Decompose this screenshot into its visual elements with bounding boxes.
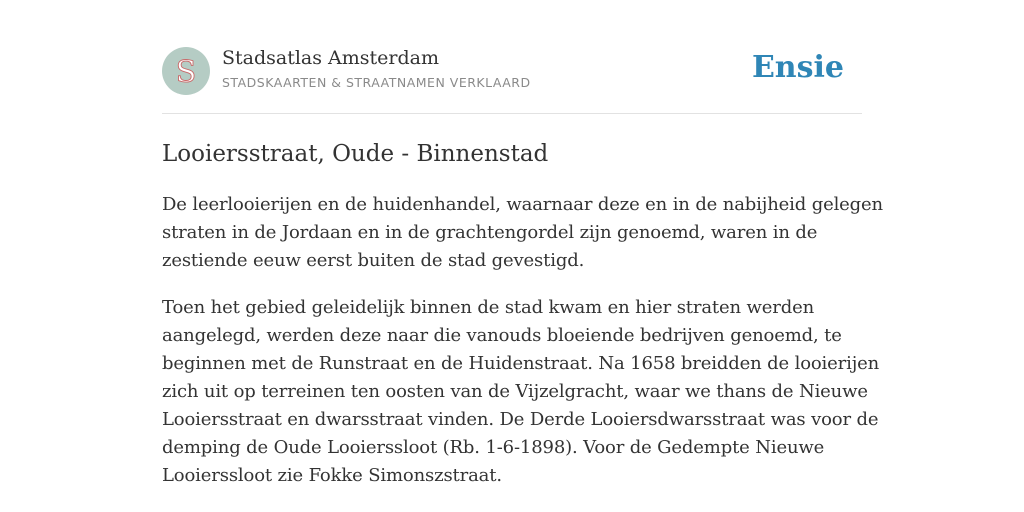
header xyxy=(162,46,862,114)
paragraph-line: demping de Oude Looierssloot (Rb. 1-6-1898). Voor de Gedempte Nieuwe xyxy=(162,437,825,458)
site-avatar[interactable] xyxy=(162,47,210,95)
avatar-letter-icon xyxy=(162,47,210,95)
article-paragraph-2 xyxy=(162,294,880,490)
paragraph-line: beginnen met de Runstraat en de Huidenstraat. Na 1658 breidden de looierijen xyxy=(162,353,880,374)
article-body xyxy=(162,191,883,490)
paragraph-line: Looiersstraat en dwarsstraat vinden. De Derde Looiersdwarsstraat was voor de xyxy=(162,409,879,430)
page xyxy=(162,0,883,490)
avatar-letter: S xyxy=(175,55,197,90)
brand-logo[interactable]: Ensie xyxy=(751,50,844,85)
site-title[interactable]: Stadsatlas Amsterdam xyxy=(222,47,440,69)
paragraph-line: Looierssloot zie Fokke Simonszstraat. xyxy=(162,465,502,486)
paragraph-line: De leerlooierijen en de huidenhandel, waarnaar deze en in de nabijheid gelegen xyxy=(162,194,883,215)
site-subtitle: STADSKAARTEN & STRAATNAMEN VERKLAARD xyxy=(222,75,531,90)
article-paragraph-1 xyxy=(162,191,883,275)
paragraph-line: zestiende eeuw eerst buiten de stad gevestigd. xyxy=(162,250,585,271)
paragraph-line: aangelegd, werden deze naar die vanouds bloeiende bedrijven genoemd, te xyxy=(162,325,842,346)
article-title: Looiersstraat, Oude - Binnenstad xyxy=(162,141,549,167)
paragraph-line: straten in de Jordaan en in de grachtengordel zijn genoemd, waren in de xyxy=(162,222,818,243)
paragraph-line: Toen het gebied geleidelijk binnen de stad kwam en hier straten werden xyxy=(162,297,815,318)
paragraph-line: zich uit op terreinen ten oosten van de Vijzelgracht, waar we thans de Nieuwe xyxy=(162,381,868,402)
